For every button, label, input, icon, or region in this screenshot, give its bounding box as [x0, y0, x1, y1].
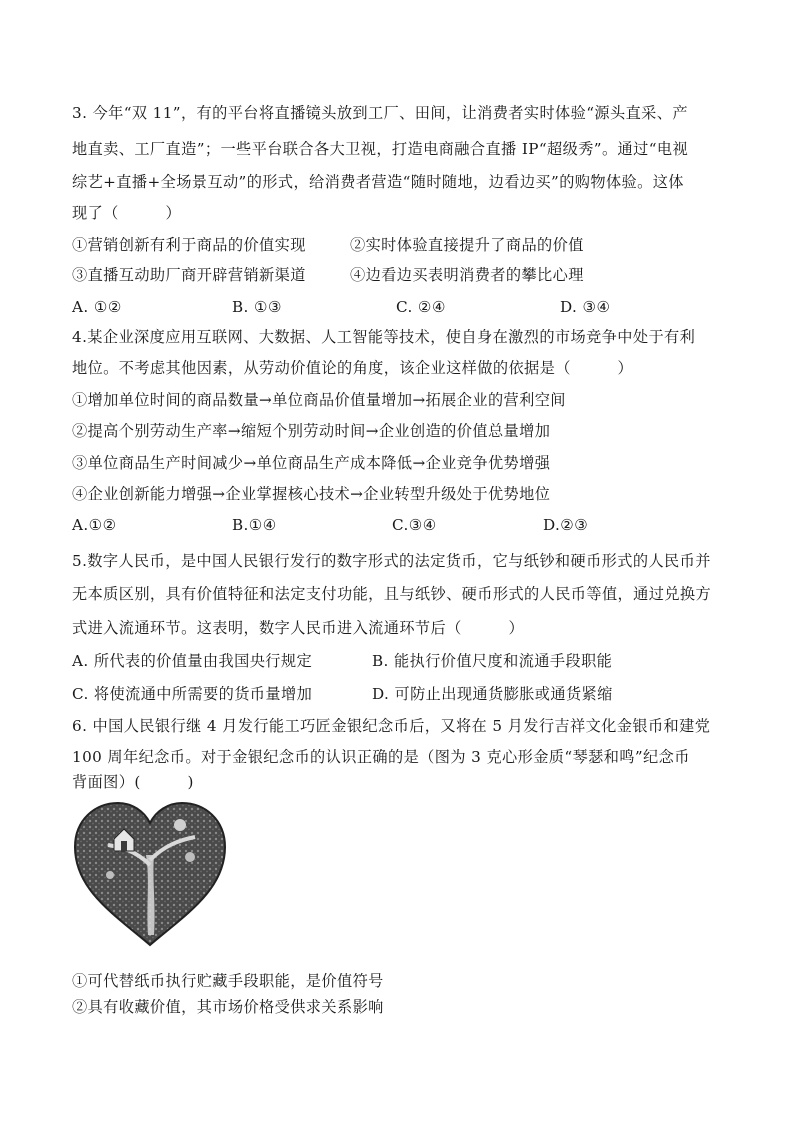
q6-statement-2: ②具有收藏价值，其市场价格受供求关系影响 — [72, 998, 384, 1016]
q3-stem-line-2: 地直卖、工厂直造”；一些平台联合各大卫视，打造电商融合直播 IP“超级秀”。通过“电视 — [72, 140, 689, 158]
q4-statement-1: ①增加单位时间的商品数量→单位商品价值量增加→拓展企业的营利空间 — [72, 391, 566, 409]
q3-statement-4: ④边看边买表明消费者的攀比心理 — [350, 266, 584, 284]
q3-stem-line-3: 综艺+直播+全场景互动”的形式，给消费者营造“随时随地，边看边买”的购物体验。这体 — [72, 173, 684, 191]
q6-statement-1: ①可代替纸币执行贮藏手段职能，是价值符号 — [72, 972, 384, 990]
q4-statement-4: ④企业创新能力增强→企业掌握核心技术→企业转型升级处于优势地位 — [72, 485, 551, 503]
q4-option-c[interactable]: C.③④ — [392, 516, 437, 534]
q6-stem-line-1: 6. 中国人民银行继 4 月发行能工巧匠金银纪念币后，又将在 5 月发行吉祥文化金银币和建党 — [72, 717, 711, 735]
q5-stem-line-2: 无本质区别，具有价值特征和法定支付功能，且与纸钞、硬币形式的人民币等值，通过兑换方 — [72, 585, 712, 603]
q4-option-a[interactable]: A.①② — [72, 516, 117, 534]
q4-stem-line-2: 地位。不考虑其他因素，从劳动价值论的角度，该企业这样做的依据是（ ） — [72, 359, 634, 377]
q6-stem-line-2: 100 周年纪念币。对于金银纪念币的认识正确的是（图为 3 克心形金质“琴瑟和鸣”纪念币 — [72, 748, 690, 766]
q5-option-b[interactable]: B. 能执行价值尺度和流通手段职能 — [372, 652, 613, 670]
q4-option-b[interactable]: B.①④ — [232, 516, 277, 534]
q4-statement-3: ③单位商品生产时间减少→单位商品生产成本降低→企业竞争优势增强 — [72, 454, 551, 472]
q3-option-d[interactable]: D. ③④ — [560, 298, 611, 316]
q3-option-c[interactable]: C. ②④ — [396, 298, 446, 316]
q5-stem-line-1: 5.数字人民币，是中国人民银行发行的数字形式的法定货币，它与纸钞和硬币形式的人民币并 — [72, 552, 711, 570]
q3-option-a[interactable]: A. ①② — [72, 298, 122, 316]
q6-stem-line-3: 背面图）( ) — [72, 773, 194, 791]
q5-option-a[interactable]: A. 所代表的价值量由我国央行规定 — [72, 652, 313, 670]
heart-coin-image — [70, 795, 230, 950]
q4-statement-2: ②提高个别劳动生产率→缩短个别劳动时间→企业创造的价值总量增加 — [72, 422, 551, 440]
q3-statement-3: ③直播互动助厂商开辟营销新渠道 — [72, 266, 306, 284]
q5-option-d[interactable]: D. 可防止出现通货膨胀或通货紧缩 — [372, 685, 613, 703]
q3-statement-1: ①营销创新有利于商品的价值实现 — [72, 236, 306, 254]
q3-stem-line-1: 3. 今年“双 11”，有的平台将直播镜头放到工厂、田间，让消费者实时体验“源头直采、产 — [72, 104, 688, 122]
q3-stem-line-4: 现了（ ） — [72, 204, 182, 222]
q3-option-b[interactable]: B. ①③ — [232, 298, 283, 316]
q3-statement-2: ②实时体验直接提升了商品的价值 — [350, 236, 584, 254]
q4-option-d[interactable]: D.②③ — [543, 516, 589, 534]
q5-option-c[interactable]: C. 将使流通中所需要的货币量增加 — [72, 685, 313, 703]
q4-stem-line-1: 4.某企业深度应用互联网、大数据、人工智能等技术，使自身在激烈的市场竞争中处于有利 — [72, 328, 696, 346]
q5-stem-line-3: 式进入流通环节。这表明，数字人民币进入流通环节后（ ） — [72, 619, 525, 637]
